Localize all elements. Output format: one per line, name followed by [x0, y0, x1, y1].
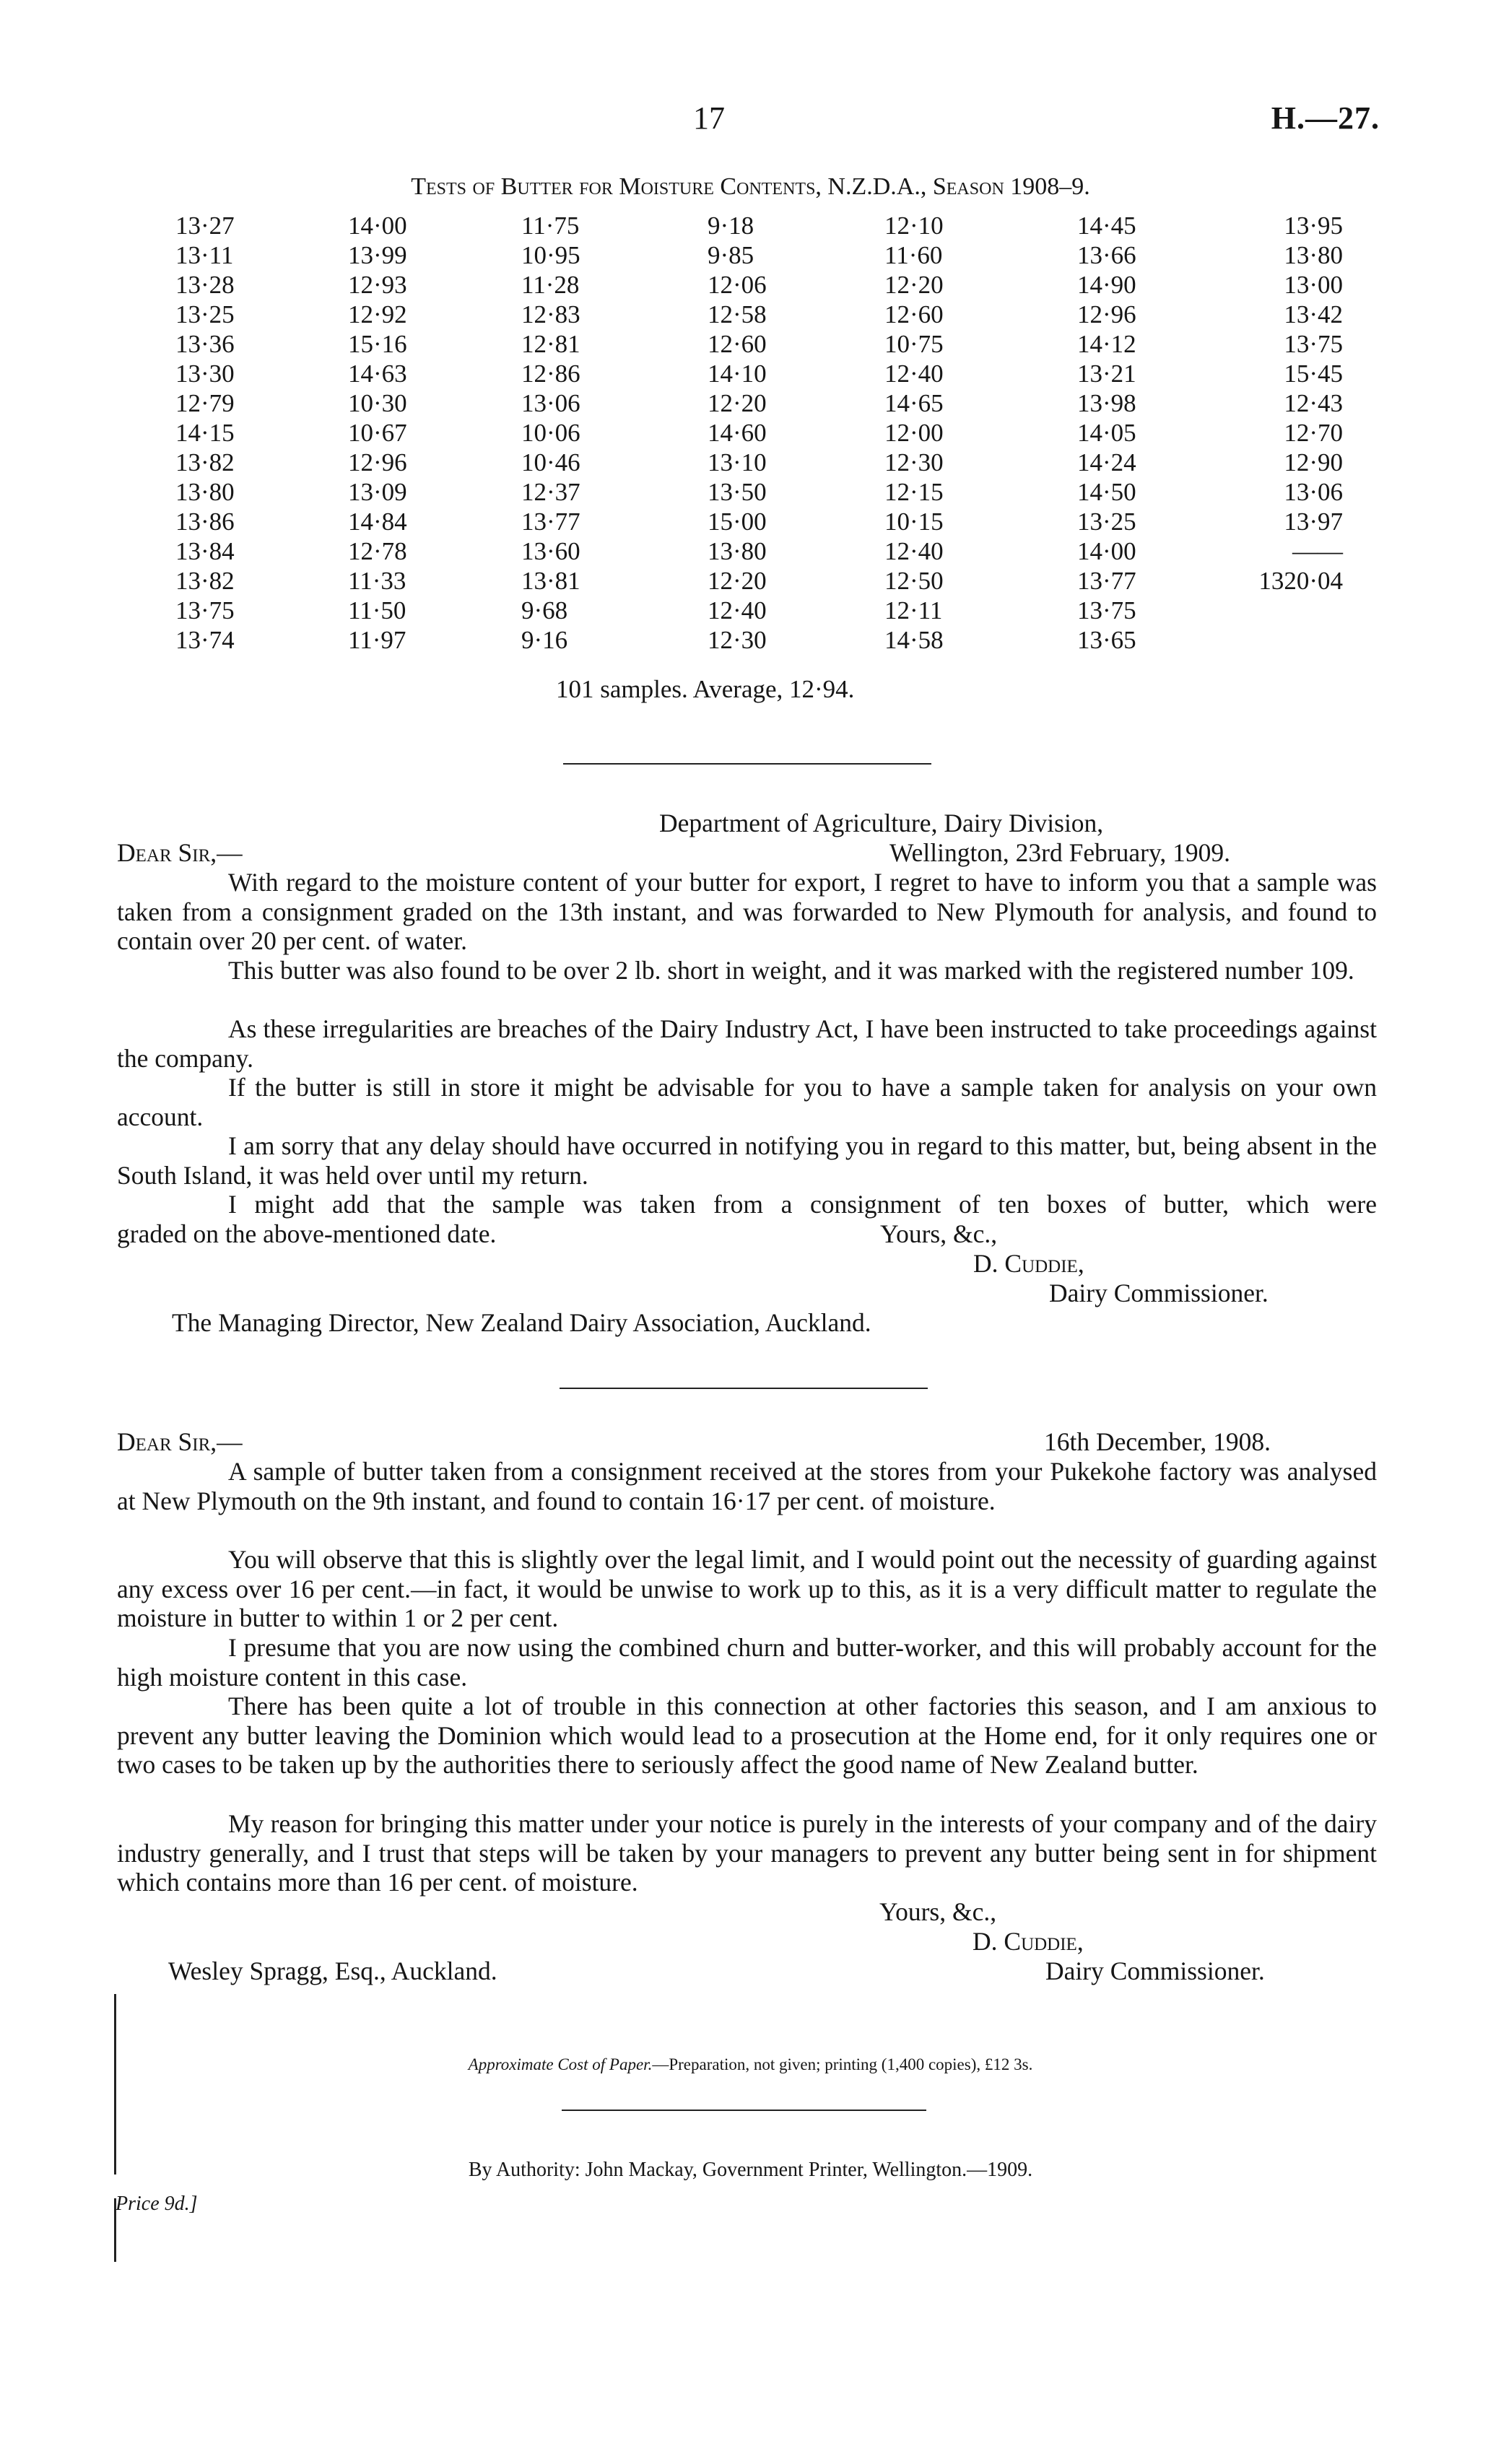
table-cell: 13·06: [521, 389, 580, 417]
table-cell: 14·00: [1077, 537, 1136, 565]
table-cell: 12·83: [521, 300, 580, 328]
table-cell: 13·75: [1284, 330, 1343, 358]
table-cell: 14·60: [708, 419, 767, 447]
table-cell: 13·74: [175, 626, 235, 654]
table-cell: 13·82: [175, 567, 235, 595]
table-cell: 12·86: [521, 360, 580, 388]
table-cell: 14·50: [1077, 478, 1136, 506]
table-cell: 11·75: [521, 212, 580, 240]
table-cell: 12·96: [348, 448, 407, 476]
table-cell: 13·75: [1077, 596, 1136, 624]
table-cell: 14·12: [1077, 330, 1136, 358]
table-cell: 14·10: [708, 360, 767, 388]
table-cell: 11·50: [348, 596, 406, 624]
table-cell: 11·33: [348, 567, 406, 595]
letter2-salutation: Dear Sir,—: [117, 1427, 243, 1456]
table-cell: 12·10: [884, 212, 944, 240]
table-cell: 10·46: [521, 448, 580, 476]
table-cell: 13·36: [175, 330, 235, 358]
table-cell: 14·15: [175, 419, 235, 447]
table-cell: 12·37: [521, 478, 580, 506]
table-cell: 13·21: [1077, 360, 1136, 388]
cost-of-paper: [0, 2055, 1501, 2074]
table-cell: 12·58: [708, 300, 767, 328]
table-cell: 12·11: [884, 596, 943, 624]
table-cell: 14·00: [348, 212, 407, 240]
table-cell: 12·40: [884, 537, 944, 565]
table-cell: 12·20: [708, 567, 767, 595]
table-cell: 15·00: [708, 508, 767, 536]
table-cell: 12·15: [884, 478, 944, 506]
table-cell: 12·20: [708, 389, 767, 417]
table-cell: 13·81: [521, 567, 580, 595]
table-cell: 12·40: [884, 360, 944, 388]
table-cell: 9·68: [521, 596, 568, 624]
table-cell: 12·78: [348, 537, 407, 565]
table-column-2: [348, 211, 407, 655]
table-cell: 13·09: [348, 478, 407, 506]
table-cell: 13·97: [1284, 508, 1343, 536]
letter1-address-line1: Department of Agriculture, Dairy Division,: [659, 809, 1104, 837]
table-cell: 11·28: [521, 271, 580, 299]
table-cell: 14·65: [884, 389, 944, 417]
letter1-paragraph-5: I am sorry that any delay should have occurred in notifying you in regard to this matter, but, being absent in the South Island, it was held over until my return.: [117, 1131, 1377, 1190]
table-summary: 101 samples. Average, 12·94.: [556, 675, 855, 703]
letter1-paragraph-6-end: graded on the above-mentioned date.: [117, 1219, 497, 1248]
letter2-date: 16th December, 1908.: [1044, 1427, 1271, 1456]
table-cell: 13·98: [1077, 389, 1136, 417]
letter1-recipient: The Managing Director, New Zealand Dairy Association, Auckland.: [172, 1308, 871, 1337]
table-cell: 12·06: [708, 271, 767, 299]
table-cell: 14·05: [1077, 419, 1136, 447]
table-cell: 12·90: [1284, 448, 1343, 476]
table-column-1: [175, 211, 235, 655]
letter2-paragraph-1: A sample of butter taken from a consignment received at the stores from your Pukekohe factory was analysed at New Plymouth on the 9th instant, and found to contain 16·17 per cent. of moisture.: [117, 1457, 1377, 1515]
table-cell: 10·15: [884, 508, 944, 536]
cost-label: Approximate Cost of Paper.: [468, 2055, 653, 2073]
table-cell: 13·77: [521, 508, 580, 536]
table-cell: 12·40: [708, 596, 767, 624]
table-cell: 13·99: [348, 241, 407, 269]
table-cell: 12·43: [1284, 389, 1343, 417]
table-cell: 14·45: [1077, 212, 1136, 240]
table-cell: 12·81: [521, 330, 580, 358]
document-reference: H.—27.: [1271, 100, 1380, 136]
table-cell: 13·30: [175, 360, 235, 388]
letter1-paragraph-6: I might add that the sample was taken from a consignment of ten boxes of butter, which were: [228, 1190, 1377, 1219]
table-cell: 10·95: [521, 241, 580, 269]
table-column-3: [521, 211, 580, 655]
letter1-paragraph-1: With regard to the moisture content of your butter for export, I regret to have to inform you that a sample was taken from a consignment graded on the 13th instant, and was forwarded to New Plymouth for analysis, and found to contain over 20 per cent. of water.: [117, 868, 1377, 955]
table-cell: 10·06: [521, 419, 580, 447]
table-cell: 13·80: [175, 478, 235, 506]
table-cell: 12·92: [348, 300, 407, 328]
table-column-7: [1238, 211, 1343, 596]
letter2-paragraph-5: My reason for bringing this matter under your notice is purely in the interests of your company and of the dairy industry generally, and I trust that steps will be taken by your managers to prevent any butter being sent in for shipment which contains more than 16 per cent. of moisture.: [117, 1809, 1377, 1897]
table-column-5: [884, 211, 944, 655]
divider: [563, 763, 931, 765]
letter1-signer-title: Dairy Commissioner.: [1049, 1279, 1269, 1307]
table-cell: 14·84: [348, 508, 407, 536]
table-cell: 12·93: [348, 271, 407, 299]
table-cell: 13·28: [175, 271, 235, 299]
table-cell: 13·65: [1077, 626, 1136, 654]
printer-authority: By Authority: John Mackay, Government Printer, Wellington.—1909.: [468, 2159, 1033, 2181]
table-cell: 12·20: [884, 271, 944, 299]
table-cell: 12·96: [1077, 300, 1136, 328]
table-cell: 12·30: [884, 448, 944, 476]
table-cell: 15·16: [348, 330, 407, 358]
letter1-paragraph-3: As these irregularities are breaches of the Dairy Industry Act, I have been instructed to take proceedings against the company.: [117, 1014, 1377, 1073]
table-cell: 10·67: [348, 419, 407, 447]
table-cell: 15·45: [1284, 360, 1343, 388]
table-cell: 12·00: [884, 419, 944, 447]
table-cell: 13·86: [175, 508, 235, 536]
table-cell: 13·60: [521, 537, 580, 565]
letter1-closing: Yours, &c.,: [880, 1219, 998, 1248]
letter1-salutation: Dear Sir,—: [117, 838, 243, 867]
letter2-paragraph-3: I presume that you are now using the combined churn and butter-worker, and this will probably account for the high moisture content in this case.: [117, 1633, 1377, 1692]
letter1-signature: D. Cuddie,: [973, 1249, 1084, 1278]
letter1-address-line2: Wellington, 23rd February, 1909.: [889, 838, 1231, 867]
table-cell: 11·60: [884, 241, 943, 269]
cost-text: —Preparation, not given; printing (1,400 copies), £12 3s.: [652, 2055, 1033, 2073]
table-cell: 13·25: [1077, 508, 1136, 536]
table-cell: 13·84: [175, 537, 235, 565]
margin-bar: [114, 1994, 116, 2174]
table-cell: 13·00: [1284, 271, 1343, 299]
table-cell: 13·82: [175, 448, 235, 476]
table-cell: 10·30: [348, 389, 407, 417]
table-column-4: [708, 211, 767, 655]
table-cell: 13·80: [1284, 241, 1343, 269]
letter2-paragraph-4: There has been quite a lot of trouble in this connection at other factories this season, and I am anxious to prevent any butter leaving the Dominion which would lead to a prosecution at the Home end, for it only requires one or two cases to be taken up by the authorities there to seriously affect the good name of New Zealand butter.: [117, 1692, 1377, 1779]
table-cell: 12·79: [175, 389, 235, 417]
divider: [562, 2110, 926, 2111]
table-cell: 12·50: [884, 567, 944, 595]
table-cell: 14·90: [1077, 271, 1136, 299]
table-cell: 14·58: [884, 626, 944, 654]
table-cell: 9·18: [708, 212, 754, 240]
table-cell: 13·50: [708, 478, 767, 506]
table-cell: 12·70: [1284, 419, 1343, 447]
table-title: Tests of Butter for Moisture Contents, N.Z.D.A., Season 1908–9.: [411, 173, 1090, 200]
letter1-paragraph-4: If the butter is still in store it might be advisable for you to have a sample taken for analysis on your own account.: [117, 1073, 1377, 1131]
letter1-paragraph-2: This butter was also found to be over 2 lb. short in weight, and it was marked with the registered number 109.: [228, 956, 1354, 985]
letter2-recipient: Wesley Spragg, Esq., Auckland.: [168, 1956, 497, 1985]
table-cell: 13·11: [175, 241, 234, 269]
table-cell: 13·80: [708, 537, 767, 565]
table-cell: 13·06: [1284, 478, 1343, 506]
divider: [560, 1388, 928, 1389]
letter2-closing: Yours, &c.,: [879, 1897, 997, 1926]
table-cell: 14·24: [1077, 448, 1136, 476]
table-cell: 14·63: [348, 360, 407, 388]
table-cell: 11·97: [348, 626, 406, 654]
table-cell: 13·25: [175, 300, 235, 328]
table-cell: 12·60: [884, 300, 944, 328]
table-cell: 13·66: [1077, 241, 1136, 269]
letter2-signature: D. Cuddie,: [973, 1927, 1084, 1956]
table-cell: 10·75: [884, 330, 944, 358]
table-cell: 13·10: [708, 448, 767, 476]
table-cell: ——: [1292, 537, 1343, 565]
table-cell: 9·16: [521, 626, 568, 654]
table-cell: 13·27: [175, 212, 235, 240]
table-cell: 9·85: [708, 241, 754, 269]
table-cell: 12·30: [708, 626, 767, 654]
table-cell: 13·77: [1077, 567, 1136, 595]
table-cell: 1320·04: [1258, 567, 1343, 595]
table-cell: 13·42: [1284, 300, 1343, 328]
table-column-6: [1077, 211, 1136, 655]
letter2-signer-title: Dairy Commissioner.: [1045, 1956, 1265, 1985]
page-number: 17: [693, 100, 725, 136]
table-cell: 13·75: [175, 596, 235, 624]
price: Price 9d.]: [116, 2193, 198, 2215]
letter2-paragraph-2: You will observe that this is slightly over the legal limit, and I would point out the necessity of guarding against any excess over 16 per cent.—in fact, it would be unwise to work up to this, as it is a very difficult matter to regulate the moisture in butter to within 1 or 2 per cent.: [117, 1545, 1377, 1632]
table-cell: 12·60: [708, 330, 767, 358]
table-cell: 13·95: [1284, 212, 1343, 240]
